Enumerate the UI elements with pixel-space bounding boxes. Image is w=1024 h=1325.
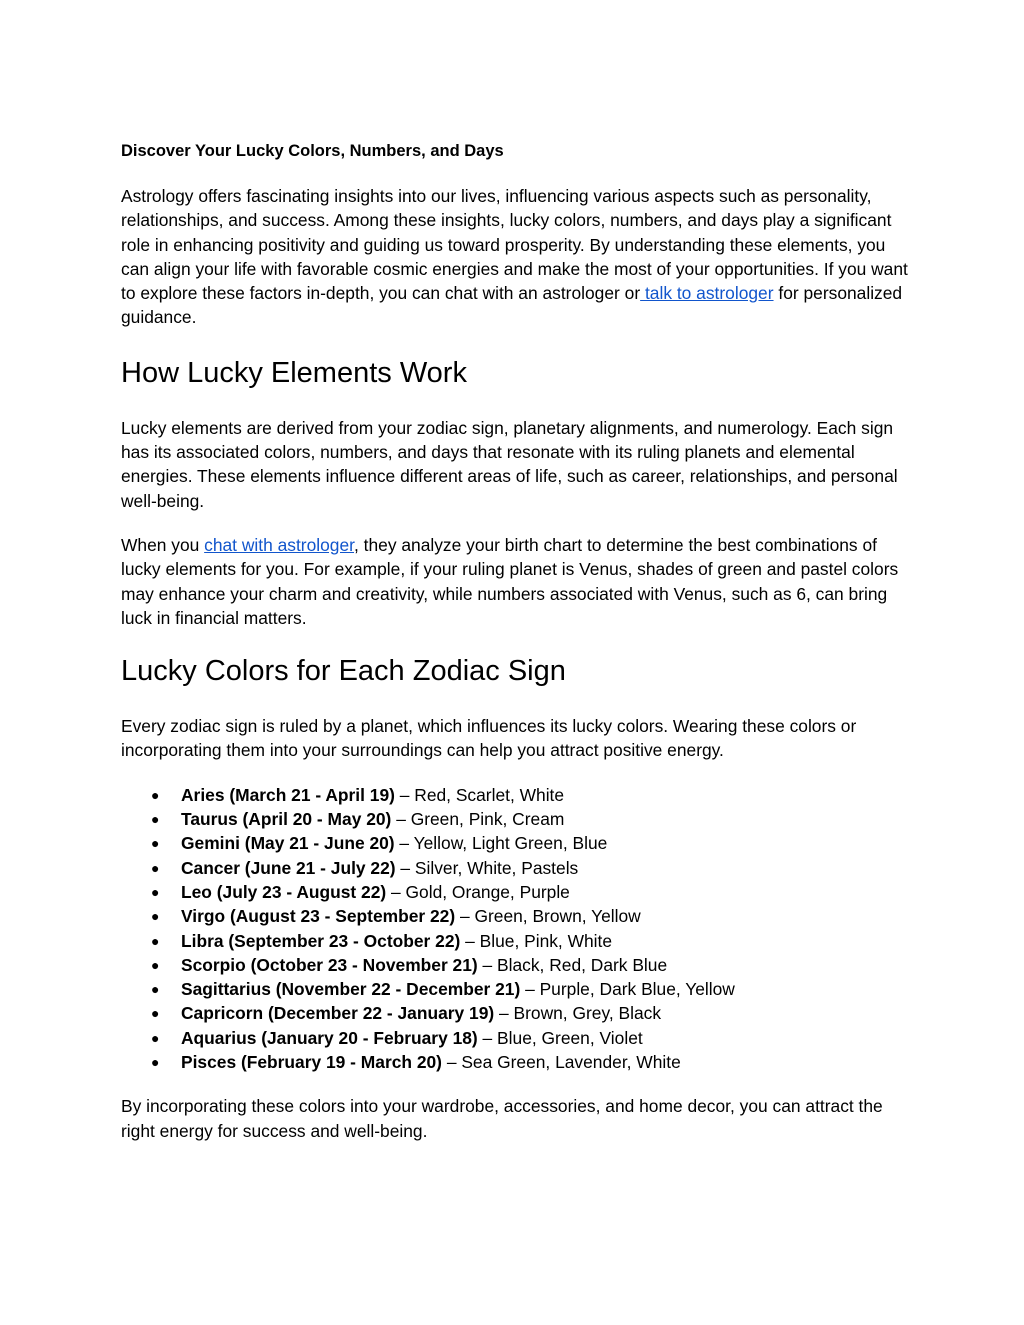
how-p2-text-after: , they analyze your birth chart to determine the best combinations of lucky elements for you. For example, if your ruling planet is Venus, shades of green and pastel colors may enhance your charm and creativity, while numbers associated with Venus, such as 6, can bring luck in financial matters. — [121, 534, 899, 628]
list-item — [121, 953, 911, 977]
list-item — [121, 929, 911, 953]
sign-colors: – Purple, Dark Blue, Yellow — [520, 979, 735, 1000]
sign-name: Leo (July 23 - August 22) — [181, 881, 387, 902]
sign-name: Gemini (May 21 - June 20) — [181, 833, 395, 854]
how-paragraph-2 — [121, 533, 911, 630]
sign-name: Aries (March 21 - April 19) — [181, 784, 395, 805]
list-item — [121, 807, 911, 831]
bullet-icon: ● — [151, 1005, 160, 1022]
sign-name: Cancer (June 21 - July 22) — [181, 857, 396, 878]
bullet-icon: ● — [151, 908, 160, 925]
bullet-icon: ● — [151, 1054, 160, 1071]
sign-colors: – Gold, Orange, Purple — [386, 881, 570, 902]
bullet-icon: ● — [151, 811, 160, 828]
intro-text-before: Astrology offers fascinating insights into our lives, influencing various aspects such as personality, relationships, and success. Among these insights, lucky colors, numbers, and days play a significant role in enhancing positivity and guiding us toward prosperity. By understanding these elements, you can align your life with favorable cosmic energies and make the most of your opportunities. If you want to explore these factors in-depth, you can chat with an astrologer or — [121, 186, 908, 304]
closing-paragraph: By incorporating these colors into your wardrobe, accessories, and home decor, you can attract the right energy for success and well-being. — [121, 1096, 883, 1141]
list-item — [121, 977, 911, 1001]
sign-colors: – Silver, White, Pastels — [395, 857, 579, 878]
list-item — [121, 831, 911, 855]
bullet-icon: ● — [151, 981, 160, 998]
sign-colors: – Green, Brown, Yellow — [455, 906, 641, 927]
section-heading-how: How Lucky Elements Work — [121, 356, 467, 389]
sign-name: Virgo (August 23 - September 22) — [181, 906, 456, 927]
sign-colors: – Blue, Pink, White — [460, 930, 613, 951]
intro-text-after: for personalized guidance. — [121, 283, 903, 328]
sign-name: Aquarius (January 20 - February 18) — [181, 1027, 478, 1048]
sign-name: Taurus (April 20 - May 20) — [181, 809, 392, 830]
sign-name: Scorpio (October 23 - November 21) — [181, 954, 478, 975]
bullet-icon: ● — [151, 956, 160, 973]
list-item — [121, 880, 911, 904]
list-item — [121, 1026, 911, 1050]
sign-colors: – Blue, Green, Violet — [477, 1027, 643, 1048]
bullet-icon: ● — [151, 835, 160, 852]
sign-colors: – Yellow, Light Green, Blue — [394, 833, 608, 854]
list-item — [121, 904, 911, 928]
bullet-icon: ● — [151, 859, 160, 876]
sign-colors: – Brown, Grey, Black — [494, 1003, 662, 1024]
sign-colors: – Red, Scarlet, White — [394, 784, 565, 805]
sign-name: Pisces (February 19 - March 20) — [181, 1052, 442, 1073]
sign-colors: – Sea Green, Lavender, White — [441, 1052, 681, 1073]
sign-colors: – Black, Red, Dark Blue — [477, 954, 668, 975]
section-heading-colors: Lucky Colors for Each Zodiac Sign — [121, 655, 566, 688]
zodiac-colors-list — [121, 783, 911, 1075]
sign-colors: – Green, Pink, Cream — [391, 809, 565, 830]
list-item — [121, 1001, 911, 1025]
how-p2-text-before: When you — [121, 534, 205, 555]
how-paragraph-1: Lucky elements are derived from your zodiac sign, planetary alignments, and numerology. Each sign has its associated colors, numbers, and days that resonate with its ruling planets and elemental energies. These elements influence different areas of life, such as career, relationships, and personal well-being. — [121, 417, 898, 511]
talk-to-astrologer-link[interactable]: talk to astrologer — [640, 283, 774, 304]
list-item — [121, 783, 911, 807]
sign-name: Libra (September 23 - October 22) — [181, 930, 461, 951]
list-item — [121, 856, 911, 880]
bullet-icon: ● — [151, 883, 160, 900]
bullet-icon: ● — [151, 786, 160, 803]
colors-intro-paragraph: Every zodiac sign is ruled by a planet, which influences its lucky colors. Wearing these colors or incorporating them into your surroundings can help you attract positive energy. — [121, 716, 857, 761]
sign-name: Capricorn (December 22 - January 19) — [181, 1003, 495, 1024]
document-page — [121, 140, 911, 1143]
document-title: Discover Your Lucky Colors, Numbers, and Days — [121, 142, 504, 160]
chat-with-astrologer-link[interactable]: chat with astrologer — [204, 534, 354, 555]
sign-name: Sagittarius (November 22 - December 21) — [181, 979, 521, 1000]
list-item — [121, 1050, 911, 1074]
bullet-icon: ● — [151, 932, 160, 949]
bullet-icon: ● — [151, 1029, 160, 1046]
intro-paragraph — [121, 184, 911, 330]
